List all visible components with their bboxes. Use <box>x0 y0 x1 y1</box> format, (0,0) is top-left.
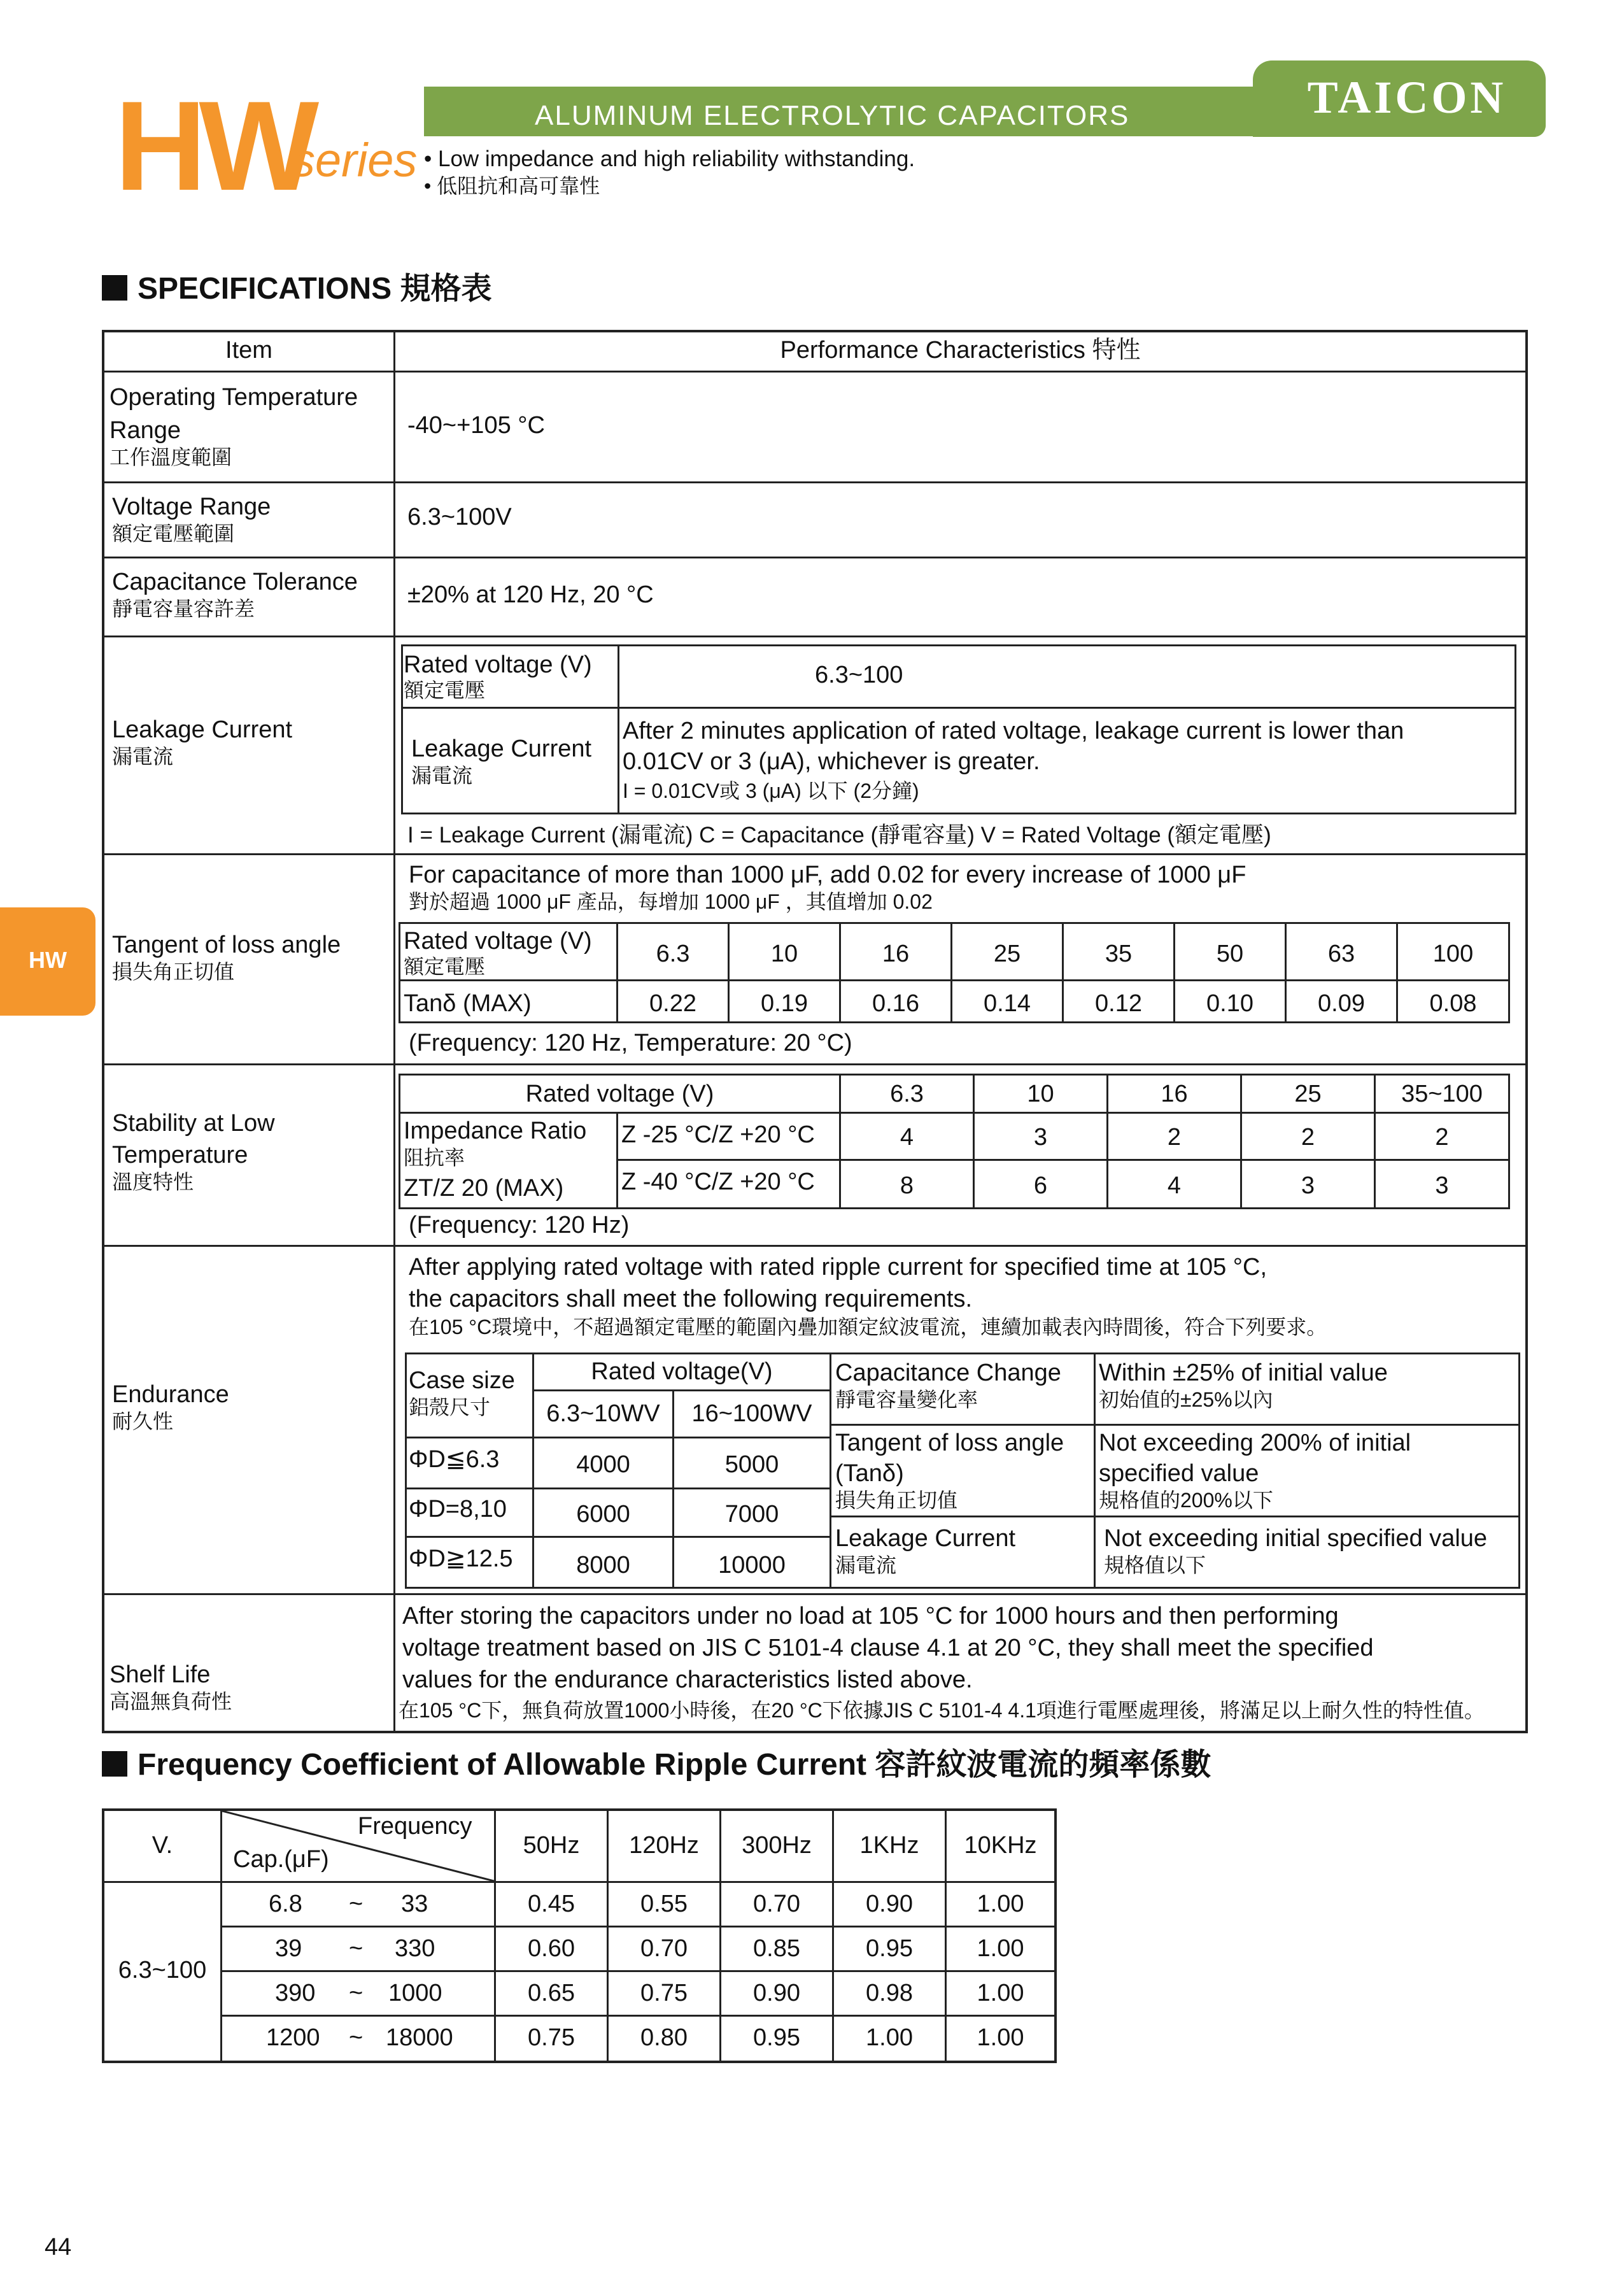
voltage-range-label-zh: 額定電壓範圍 <box>112 522 235 545</box>
impedance-row2-value: 8 <box>900 1172 914 1199</box>
case-size-row: ΦD≧12.5 <box>409 1545 513 1572</box>
leakage-label-zh: 漏電流 <box>112 745 174 768</box>
lowtemp-rv-label: Rated voltage (V) <box>525 1081 714 1107</box>
case-size-label: Case size <box>409 1367 515 1394</box>
freq-coef-value: 0.55 <box>640 1891 688 1917</box>
lowtemp-voltage: 10 <box>1027 1081 1054 1107</box>
tan-voltage: 35 <box>1105 941 1133 967</box>
tan-rv-label-zh: 額定電壓 <box>404 955 486 978</box>
freq-coef-value: 0.95 <box>753 2024 800 2051</box>
impedance-row2-value: 6 <box>1033 1172 1048 1199</box>
tan-voltage: 63 <box>1327 941 1355 967</box>
cap-range-tilde: ~ <box>349 1935 364 1962</box>
side-tab-label: HW <box>29 947 67 973</box>
endurance-hours: 6000 <box>576 1501 630 1528</box>
op-temp-label: Operating Temperature <box>109 384 358 411</box>
shelf-life-text-1: After storing the capacitors under no load at 105 °C for 1000 hours and then performing <box>402 1603 1339 1629</box>
tan-value: 0.08 <box>1429 990 1477 1017</box>
req-cap-change-name-zh: 靜電容量變化率 <box>835 1388 978 1411</box>
leakage-label: Leakage Current <box>112 716 293 743</box>
endurance-label-zh: 耐久性 <box>112 1410 174 1433</box>
tan-value: 0.10 <box>1206 990 1253 1017</box>
tan-voltage: 25 <box>993 941 1021 967</box>
freq-coef-value: 0.75 <box>528 2024 575 2051</box>
endurance-text-2: the capacitors shall meet the following requirements. <box>409 1286 973 1312</box>
freq-coef-value: 1.00 <box>977 1980 1024 2006</box>
cap-tolerance-label: Capacitance Tolerance <box>112 569 358 595</box>
req-leakage-value-zh: 規格值以下 <box>1104 1554 1206 1577</box>
endurance-col-low: 6.3~10WV <box>546 1400 660 1427</box>
leakage-lc-label-zh: 漏電流 <box>411 764 473 787</box>
page-number: 44 <box>45 2234 72 2261</box>
tan-note-zh: 對於超過 1000 μF 產品，每增加 1000 μF ，其值增加 0.02 <box>409 890 933 913</box>
lowtemp-frequency-note: (Frequency: 120 Hz) <box>409 1212 630 1239</box>
shelf-life-label: Shelf Life <box>109 1661 211 1688</box>
impedance-row1-value: 2 <box>1167 1124 1182 1151</box>
freq-coef-title-text: Frequency Coefficient of Allowable Ripple Current 容許紋波電流的頻率係數 <box>138 1748 1211 1782</box>
endurance-text-zh: 在105 °C環境中，不超過額定電壓的範圍內疊加額定紋波電流，連續加載表內時間後，符合下列要求。 <box>409 1316 1327 1338</box>
leakage-lc-text-1: After 2 minutes application of rated voltage, leakage current is lower than <box>623 718 1404 744</box>
endurance-hours: 5000 <box>724 1451 779 1478</box>
impedance-row1-label: Z -25 °C/Z +20 °C <box>621 1121 815 1148</box>
impedance-ratio-label: Impedance Ratio <box>404 1118 587 1144</box>
cap-range-high: 33 <box>401 1891 428 1917</box>
specs-title <box>102 270 491 308</box>
freq-coef-value: 0.60 <box>528 1935 575 1962</box>
req-cap-change-value: Within ±25% of initial value <box>1099 1360 1388 1386</box>
req-tan-value-2: specified value <box>1099 1460 1259 1487</box>
impedance-row2-value: 4 <box>1167 1172 1182 1199</box>
specs-title-text: SPECIFICATIONS 規格表 <box>138 272 492 306</box>
endurance-rv-label: Rated voltage(V) <box>591 1358 773 1385</box>
leakage-rv-label: Rated voltage (V) <box>404 651 592 678</box>
tan-delta-label: Tanδ (MAX) <box>404 990 532 1017</box>
req-tan-name-zh: 損失角正切值 <box>835 1489 958 1512</box>
cap-range-high: 330 <box>395 1935 435 1962</box>
freq-header: 10KHz <box>964 1832 1037 1859</box>
req-leakage-value: Not exceeding initial specified value <box>1104 1525 1488 1552</box>
freq-coef-value: 0.90 <box>866 1891 913 1917</box>
freq-coef-value: 0.98 <box>866 1980 913 2006</box>
lowtemp-label-zh: 溫度特性 <box>112 1170 194 1193</box>
impedance-ratio-label-2: ZT/Z 20 (MAX) <box>404 1175 564 1202</box>
tan-frequency-note: (Frequency: 120 Hz, Temperature: 20 °C) <box>409 1030 852 1056</box>
cap-tolerance-label-zh: 靜電容量容許差 <box>112 597 255 620</box>
tan-label: Tangent of loss angle <box>112 932 341 958</box>
freq-coef-value: 0.70 <box>753 1891 800 1917</box>
cap-range-tilde: ~ <box>349 1891 364 1917</box>
freq-header: 120Hz <box>629 1832 699 1859</box>
cap-range-low: 6.8 <box>269 1891 302 1917</box>
case-size-row: ΦD=8,10 <box>409 1496 507 1523</box>
freq-coef-value: 1.00 <box>977 1935 1024 1962</box>
tagline-zh: • 低阻抗和高可靠性 <box>424 174 600 197</box>
shelf-life-text-zh: 在105 °C下，無負荷放置1000小時後，在20 °C下依據JIS C 5101-4 4.1項進行電壓處理後，將滿足以上耐久性的特性值。 <box>399 1699 1485 1722</box>
tan-value: 0.12 <box>1095 990 1142 1017</box>
endurance-label: Endurance <box>112 1381 229 1408</box>
impedance-row2-value: 3 <box>1301 1172 1315 1199</box>
tan-value: 0.22 <box>649 990 696 1017</box>
req-cap-change-value-zh: 初始值的±25%以內 <box>1099 1388 1273 1411</box>
tan-value: 0.19 <box>761 990 808 1017</box>
cap-range-tilde: ~ <box>349 2024 364 2051</box>
col-head-performance: Performance Characteristics 特性 <box>780 337 1141 364</box>
freq-v-label: V. <box>152 1832 173 1859</box>
endurance-text-1: After applying rated voltage with rated ripple current for specified time at 105 °C, <box>409 1254 1267 1281</box>
cap-range-high: 18000 <box>386 2024 453 2051</box>
tan-voltage: 100 <box>1432 941 1474 967</box>
lowtemp-label-2: Temperature <box>112 1142 248 1168</box>
freq-coef-value: 0.75 <box>640 1980 688 2006</box>
freq-coef-value: 1.00 <box>866 2024 913 2051</box>
tan-voltage: 6.3 <box>656 941 690 967</box>
leakage-rv-value: 6.3~100 <box>815 662 903 688</box>
voltage-range-label: Voltage Range <box>112 493 271 520</box>
lowtemp-voltage: 35~100 <box>1401 1081 1483 1107</box>
op-temp-label-2: Range <box>109 417 181 444</box>
cap-range-low: 39 <box>275 1935 302 1962</box>
freq-coef-value: 0.95 <box>866 1935 913 1962</box>
square-bullet-icon <box>102 275 127 301</box>
impedance-row1-value: 2 <box>1435 1124 1449 1151</box>
endurance-hours: 10000 <box>718 1552 786 1579</box>
req-tan-name: Tangent of loss angle <box>835 1430 1064 1456</box>
lowtemp-label: Stability at Low <box>112 1110 275 1137</box>
req-cap-change-name: Capacitance Change <box>835 1360 1061 1386</box>
freq-cap-label: Cap.(μF) <box>233 1846 329 1873</box>
voltage-range-value: 6.3~100V <box>407 504 512 530</box>
req-tan-value: Not exceeding 200% of initial <box>1099 1430 1411 1456</box>
freq-coef-value: 1.00 <box>977 2024 1024 2051</box>
endurance-hours: 4000 <box>576 1451 630 1478</box>
tan-value: 0.09 <box>1318 990 1365 1017</box>
lowtemp-voltage: 25 <box>1294 1081 1322 1107</box>
tan-note: For capacitance of more than 1000 μF, add 0.02 for every increase of 1000 μF <box>409 862 1246 888</box>
leakage-legend: I = Leakage Current (漏電流) C = Capacitance (靜電容量) V = Rated Voltage (額定電壓) <box>407 823 1271 848</box>
lowtemp-voltage: 6.3 <box>890 1081 924 1107</box>
tan-label-zh: 損失角正切值 <box>112 960 235 983</box>
leakage-lc-label: Leakage Current <box>411 735 592 762</box>
freq-voltage: 6.3~100 <box>118 1957 207 1984</box>
leakage-lc-text-zh: I = 0.01CV或 3 (μA) 以下 (2分鐘) <box>623 779 919 802</box>
shelf-life-label-zh: 高溫無負荷性 <box>109 1690 232 1713</box>
req-tan-name-2: (Tanδ) <box>835 1460 904 1487</box>
endurance-col-high: 16~100WV <box>691 1400 812 1427</box>
impedance-row2-value: 3 <box>1435 1172 1449 1199</box>
impedance-row2-label: Z -40 °C/Z +20 °C <box>621 1168 815 1195</box>
impedance-row1-value: 2 <box>1301 1124 1315 1151</box>
freq-header: 50Hz <box>523 1832 580 1859</box>
square-bullet-icon <box>102 1751 127 1777</box>
leakage-rv-label-zh: 額定電壓 <box>404 679 486 702</box>
cap-range-high: 1000 <box>388 1980 442 2006</box>
impedance-ratio-label-zh: 阻抗率 <box>404 1146 465 1169</box>
tan-voltage: 16 <box>882 941 910 967</box>
product-category: ALUMINUM ELECTROLYTIC CAPACITORS <box>535 100 1130 131</box>
freq-header: 1KHz <box>859 1832 919 1859</box>
freq-coef-value: 0.70 <box>640 1935 688 1962</box>
shelf-life-text-3: values for the endurance characteristics listed above. <box>402 1666 973 1693</box>
brand-logo: TAICON <box>1307 72 1507 123</box>
freq-header: 300Hz <box>742 1832 812 1859</box>
case-size-label-zh: 鋁殼尺寸 <box>409 1396 491 1419</box>
req-leakage-name: Leakage Current <box>835 1525 1016 1552</box>
endurance-hours: 7000 <box>724 1501 779 1528</box>
impedance-row1-value: 4 <box>900 1124 914 1151</box>
freq-coef-value: 0.90 <box>753 1980 800 2006</box>
tan-value: 0.16 <box>872 990 919 1017</box>
series-logo-hw: HW <box>115 75 312 217</box>
cap-range-low: 1200 <box>266 2024 320 2051</box>
op-temp-label-zh: 工作溫度範圍 <box>109 446 232 469</box>
freq-coef-value: 0.80 <box>640 2024 688 2051</box>
tan-value: 0.14 <box>984 990 1031 1017</box>
endurance-hours: 8000 <box>576 1552 630 1579</box>
op-temp-value: -40~+105 °C <box>407 412 545 439</box>
freq-coef-value: 0.85 <box>753 1935 800 1962</box>
cap-tolerance-value: ±20% at 120 Hz, 20 °C <box>407 581 654 608</box>
req-tan-value-zh: 規格值的200%以下 <box>1099 1489 1273 1512</box>
freq-coef-value: 1.00 <box>977 1891 1024 1917</box>
series-logo-word: series <box>292 134 418 187</box>
shelf-life-text-2: voltage treatment based on JIS C 5101-4 clause 4.1 at 20 °C, they shall meet the specified <box>402 1635 1374 1661</box>
case-size-row: ΦD≦6.3 <box>409 1446 500 1473</box>
tagline-en: • Low impedance and high reliability withstanding. <box>424 146 915 171</box>
cap-range-tilde: ~ <box>349 1980 364 2006</box>
tan-rv-label: Rated voltage (V) <box>404 928 592 955</box>
lowtemp-voltage: 16 <box>1161 1081 1188 1107</box>
impedance-row1-value: 3 <box>1033 1124 1048 1151</box>
leakage-lc-text-2: 0.01CV or 3 (μA), whichever is greater. <box>623 748 1040 775</box>
freq-frequency-label: Frequency <box>358 1813 472 1840</box>
tan-voltage: 50 <box>1216 941 1244 967</box>
freq-coef-value: 0.45 <box>528 1891 575 1917</box>
freq-coef-value: 0.65 <box>528 1980 575 2006</box>
col-head-item: Item <box>225 337 272 364</box>
req-leakage-name-zh: 漏電流 <box>835 1554 897 1577</box>
freq-coef-title <box>102 1746 1211 1784</box>
tan-voltage: 10 <box>770 941 798 967</box>
cap-range-low: 390 <box>275 1980 316 2006</box>
